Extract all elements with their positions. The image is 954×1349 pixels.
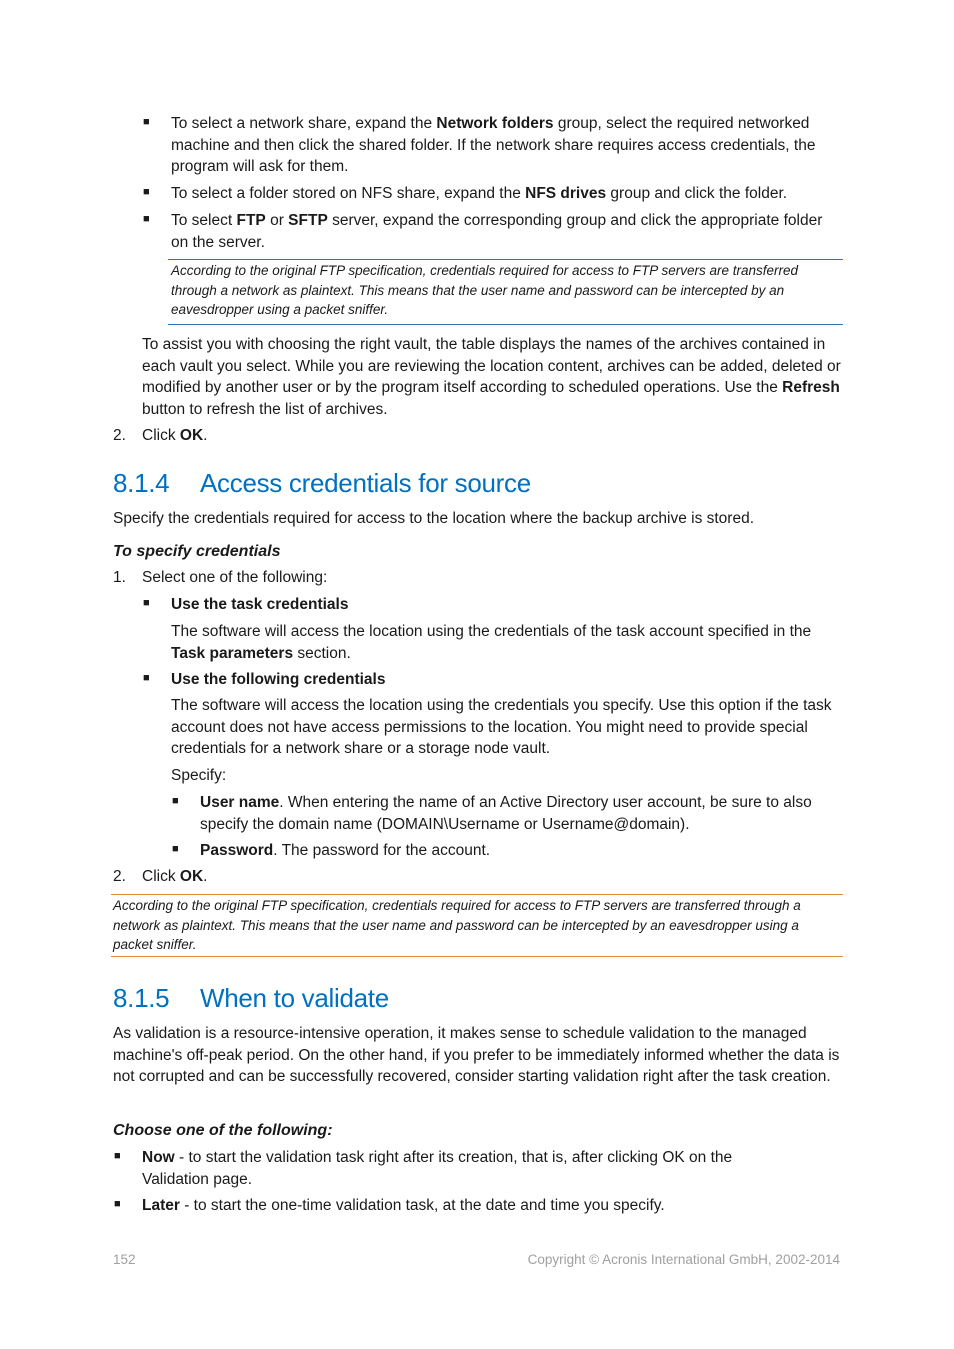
subheading-choose-one: Choose one of the following:	[113, 1122, 333, 1139]
ftp-note-1: According to the original FTP specification, credentials required for access to FTP servers are transferred through a network as plaintext. This means that the user name and password can be intercepted by an eavesdropper using a packet sniffer.	[171, 263, 799, 317]
bullet-marker: ■	[114, 1198, 121, 1210]
step-number: 1.	[113, 569, 126, 586]
section-intro: As validation is a resource-intensive operation, it makes sense to schedule validation to the managed machine's off-peak period. On the other hand, if you prefer to be immediately informed whether the data is not corrupted and can be successfully recovered, consider starting validation right after the task creation.	[113, 1025, 840, 1085]
bullet-now: Now - to start the validation task right after its creation, that is, after clicking OK on the Validation page.	[142, 1149, 733, 1188]
note-bottom-rule	[168, 324, 843, 325]
bullet-marker: ■	[114, 1150, 121, 1162]
bullet-later: Later - to start the one-time validation task, at the date and time you specify.	[142, 1197, 665, 1214]
bullet-marker: ■	[172, 795, 179, 807]
subheading-specify-credentials: To specify credentials	[113, 543, 281, 560]
step-click-ok: Click OK.	[142, 868, 208, 885]
section-heading-8-1-4: 8.1.4 Access credentials for source	[113, 468, 531, 498]
section-intro: Specify the credentials required for access to the location where the backup archive is stored.	[113, 510, 755, 527]
option-following-credentials-title: Use the following credentials	[171, 671, 386, 688]
specify-label: Specify:	[171, 767, 227, 784]
step-number: 2.	[113, 868, 126, 885]
bullet-marker: ■	[143, 213, 150, 225]
vault-paragraph: To assist you with choosing the right vault, the table displays the names of the archives contained in each vault you select. While you are reviewing the location content, archives can be added, deleted or modified by another user or by the program itself according to scheduled operations. Use the Refresh button to refresh the list of archives.	[142, 336, 841, 418]
step-number: 2.	[113, 427, 126, 444]
bullet-marker: ■	[143, 597, 150, 609]
note-top-rule	[168, 259, 843, 260]
bullet-marker: ■	[143, 116, 150, 128]
bullet-marker: ■	[143, 672, 150, 684]
bullet-network-folders: To select a network share, expand the Network folders group, select the required networked machine and then click the shared folder. If the network share requires access credentials, the program will ask for them.	[171, 115, 816, 175]
option-task-credentials-title: Use the task credentials	[171, 596, 349, 613]
step-click-ok: Click OK.	[142, 427, 208, 444]
sub-bullet-password: Password. The password for the account.	[200, 842, 491, 859]
ftp-note-2: According to the original FTP specification, credentials required for access to FTP servers are transferred through a network as plaintext. This means that the user name and password can be intercepted by an eavesdropper using a packet sniffer.	[113, 898, 801, 952]
option-task-credentials-desc: The software will access the location using the credentials of the task account specified in the Task parameters section.	[171, 623, 812, 662]
bullet-marker: ■	[172, 843, 179, 855]
bullet-marker: ■	[143, 186, 150, 198]
bullet-ftp-sftp: To select FTP or SFTP server, expand the corresponding group and click the appropriate folder on the server.	[171, 212, 823, 251]
section-heading-8-1-5: 8.1.5 When to validate	[113, 983, 389, 1013]
step-select: Select one of the following:	[142, 569, 328, 586]
note-bottom-rule	[111, 956, 843, 957]
bullet-nfs-drives: To select a folder stored on NFS share, expand the NFS drives group and click the folder.	[171, 185, 788, 202]
page-number: 152	[113, 1252, 136, 1267]
sub-bullet-user-name: User name. When entering the name of an Active Directory user account, be sure to also specify the domain name (DOMAIN\Username or Username@domain).	[200, 794, 812, 833]
note-top-rule	[111, 894, 843, 895]
copyright: Copyright © Acronis International GmbH, 2002-2014	[527, 1252, 840, 1267]
option-following-credentials-desc: The software will access the location using the credentials you specify. Use this option if the task account does not have access permissions to the location. You might need to provide special credentials for a network share or a storage node vault.	[171, 697, 832, 757]
